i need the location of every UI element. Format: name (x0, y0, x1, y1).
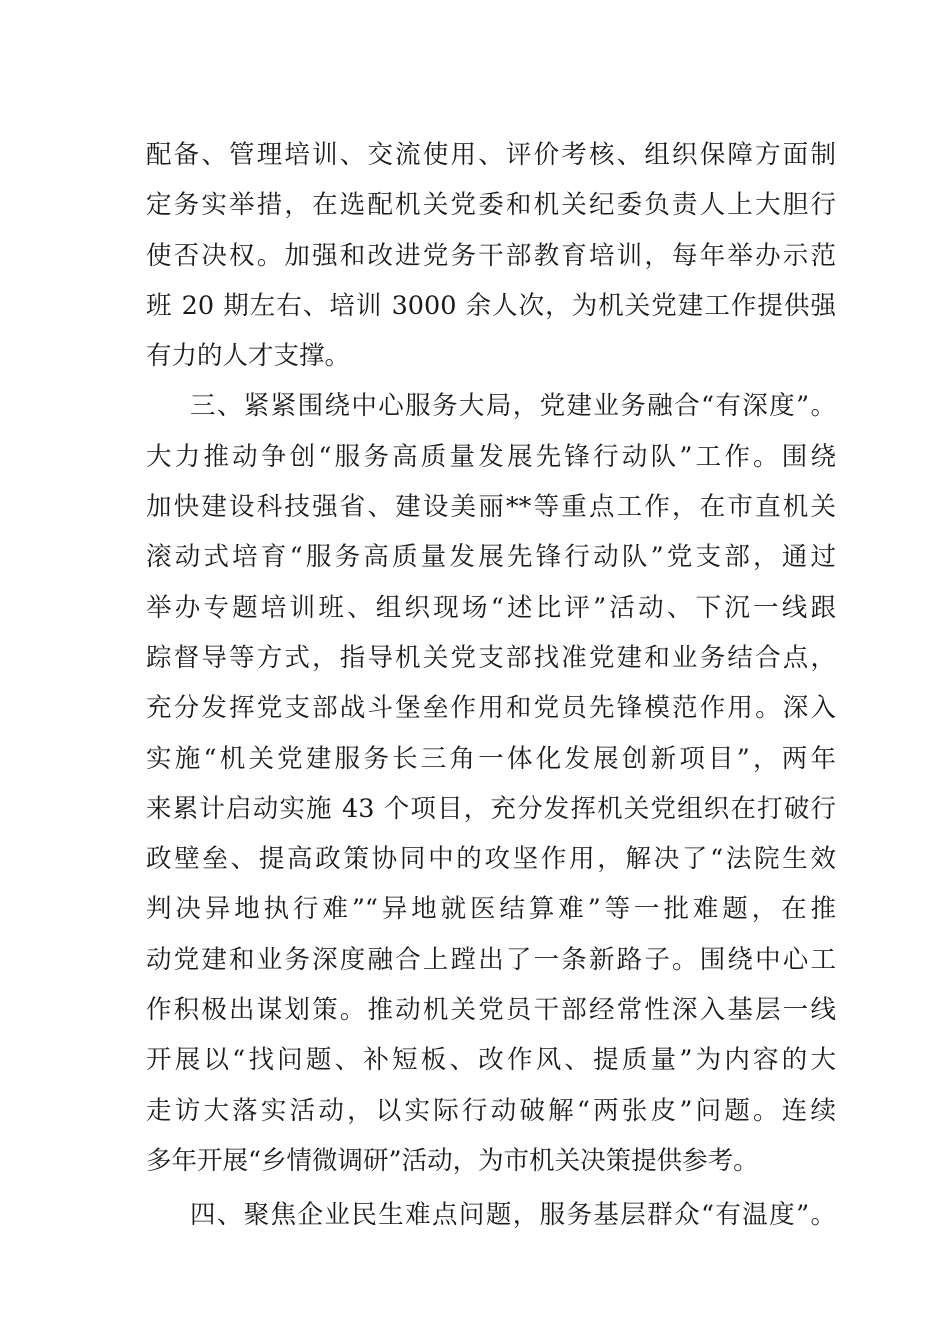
text-line: 实施“机关党建服务长三角一体化发展创新项目”，两年 (146, 743, 836, 774)
text-line: 大力推动争创“服务高质量发展先锋行动队”工作。围绕 (146, 441, 836, 472)
text-line: 来累计启动实施 43 个项目，充分发挥机关党组织在打破行 (146, 793, 836, 824)
text-line: 踪督导等方式，指导机关党支部找准党建和业务结合点， (146, 642, 836, 673)
section-heading-three: 三、紧紧围绕中心服务大局，党建业务融合“有深度”。 (190, 391, 836, 422)
text-line: 动党建和业务深度融合上蹚出了一条新路子。围绕中心工 (146, 944, 836, 975)
text-line: 判决异地执行难”“异地就医结算难”等一批难题，在推 (146, 894, 836, 925)
section-heading-four: 四、聚焦企业民生难点问题，服务基层群众“有温度”。 (190, 1200, 836, 1231)
text-line: 充分发挥党支部战斗堡垒作用和党员先锋模范作用。深入 (146, 693, 836, 724)
text-line: 定务实举措，在选配机关党委和机关纪委负责人上大胆行 (146, 190, 836, 221)
text-line: 开展以“找问题、补短板、改作风、提质量”为内容的大 (146, 1045, 836, 1076)
text-line: 加快建设科技强省、建设美丽**等重点工作，在市直机关 (146, 492, 836, 523)
text-line: 配备、管理培训、交流使用、评价考核、组织保障方面制 (146, 140, 836, 170)
text-line: 滚动式培育“服务高质量发展先锋行动队”党支部，通过 (146, 542, 836, 573)
text-line: 多年开展“乡情微调研”活动，为市机关决策提供参考。 (146, 1145, 759, 1176)
text-line: 使否决权。加强和改进党务干部教育培训，每年举办示范 (146, 240, 836, 271)
text-line: 作积极出谋划策。推动机关党员干部经常性深入基层一线 (146, 995, 836, 1026)
text-line: 走访大落实活动，以实际行动破解“两张皮”问题。连续 (146, 1095, 836, 1126)
text-line: 有力的人才支撑。 (146, 341, 351, 372)
text-line: 政壁垒、提高政策协同中的攻坚作用，解决了“法院生效 (146, 844, 836, 875)
text-line: 班 20 期左右、培训 3000 余人次，为机关党建工作提供强 (146, 290, 836, 321)
text-line: 举办专题培训班、组织现场“述比评”活动、下沉一线跟 (146, 592, 836, 623)
document-body (146, 130, 836, 1241)
